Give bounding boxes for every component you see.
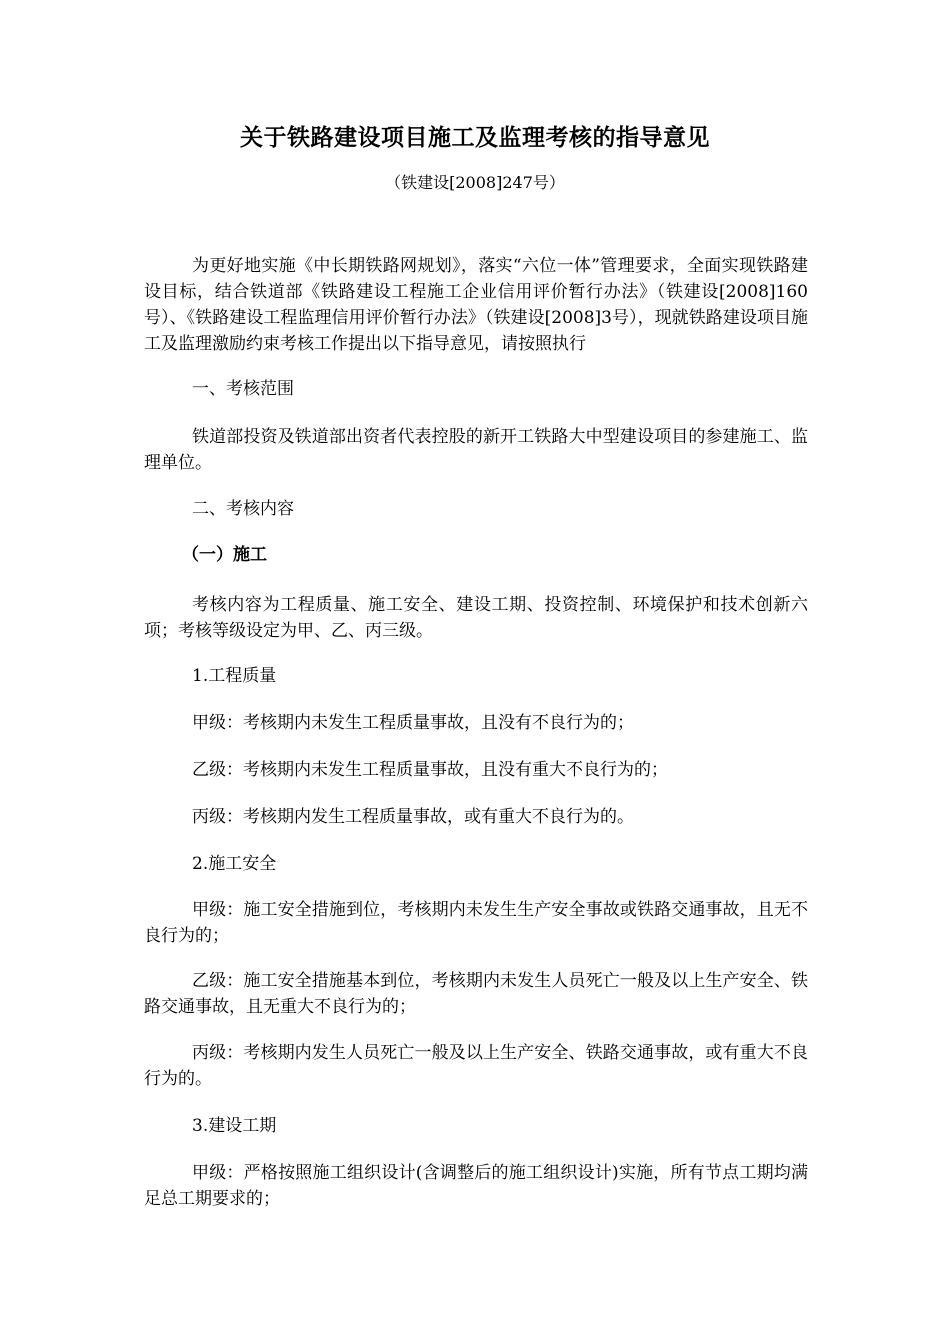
item-safety-grade-a: 甲级：施工安全措施到位，考核期内未发生生产安全事故或铁路交通事故，且无不良行为的； <box>144 900 808 946</box>
item-safety-grade-b: 乙级：施工安全措施基本到位，考核期内未发生人员死亡一般及以上生产安全、铁路交通事故，且无重大不良行为的； <box>144 971 808 1017</box>
item-safety-heading: 2.施工安全 <box>192 854 277 874</box>
section-1-heading: 一、考核范围 <box>192 379 294 399</box>
section-1-text: 铁道部投资及铁道部出资者代表控股的新开工铁路大中型建设项目的参建施工、监理单位。 <box>144 427 808 473</box>
item-quality-grade-a: 甲级：考核期内未发生工程质量事故，且没有不良行为的； <box>192 713 634 733</box>
section-2-heading: 二、考核内容 <box>192 499 294 519</box>
intro-paragraph: 为更好地实施《中长期铁路网规划》，落实“六位一体”管理要求，全面实现铁路建设目标，结合铁道部《铁路建设工程施工企业信用评价暂行办法》（铁建设[2008]160号）、《铁路建设工程监理信用评价暂行办法》（铁建设[2008]3号），现就铁路建设项目施工及监理激励约束考核工作提出以下指导意见，请按照执行 <box>144 256 808 354</box>
item-quality-grade-c: 丙级：考核期内发生工程质量事故，或有重大不良行为的。 <box>192 807 634 827</box>
document-number: （铁建设[2008]247号） <box>385 173 565 192</box>
document-title: 关于铁路建设项目施工及监理考核的指导意见 <box>240 124 710 151</box>
subsection-construction-text: 考核内容为工程质量、施工安全、建设工期、投资控制、环境保护和技术创新六项；考核等级设定为甲、乙、丙三级。 <box>144 595 808 641</box>
item-schedule-heading: 3.建设工期 <box>192 1116 277 1136</box>
item-quality-grade-b: 乙级：考核期内未发生工程质量事故，且没有重大不良行为的； <box>192 760 668 780</box>
item-safety-grade-c: 丙级：考核期内发生人员死亡一般及以上生产安全、铁路交通事故，或有重大不良行为的。 <box>144 1043 808 1089</box>
item-schedule-grade-a: 甲级：严格按照施工组织设计(含调整后的施工组织设计)实施，所有节点工期均满足总工期要求的； <box>144 1163 808 1209</box>
subsection-construction-heading: （一）施工 <box>182 545 267 565</box>
item-quality-heading: 1.工程质量 <box>192 666 277 686</box>
